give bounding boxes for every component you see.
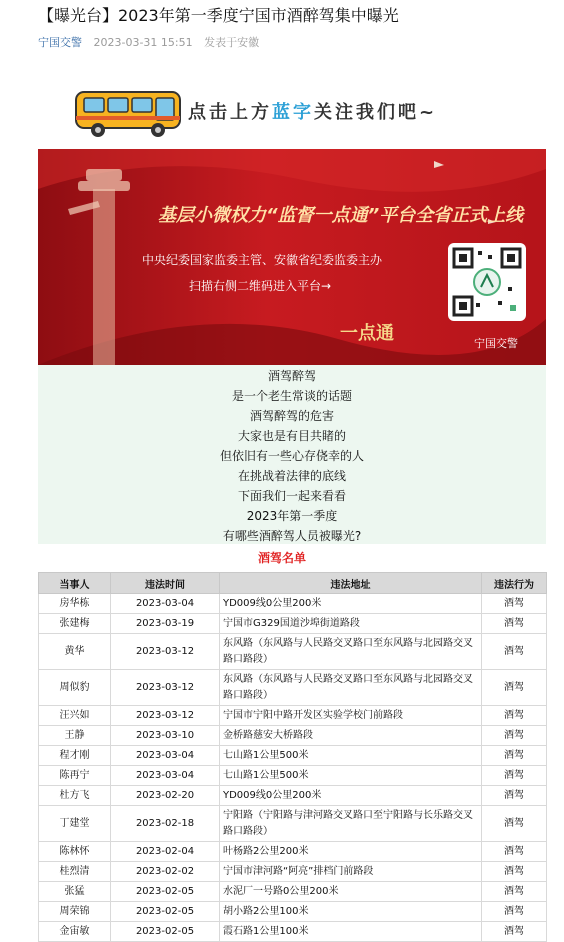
cell-behavior: 酒驾 bbox=[482, 806, 547, 842]
intro-line: 酒驾醉驾的危害 bbox=[249, 409, 334, 423]
cell-party: 周荣锦 bbox=[39, 902, 111, 922]
cell-time: 2023-02-05 bbox=[111, 922, 220, 942]
table-row bbox=[39, 726, 547, 746]
column-header-address: 违法地址 bbox=[220, 573, 482, 594]
promo-poster[interactable] bbox=[38, 149, 546, 365]
cell-address: 七山路1公里500米 bbox=[220, 766, 482, 786]
cell-address: 金桥路慈安大桥路段 bbox=[220, 726, 482, 746]
cell-address: 宁国市津河路“阿亮”排档门前路段 bbox=[220, 862, 482, 882]
cell-time: 2023-03-12 bbox=[111, 670, 220, 706]
cell-time: 2023-02-05 bbox=[111, 902, 220, 922]
cell-time: 2023-02-18 bbox=[111, 806, 220, 842]
table-row bbox=[39, 786, 547, 806]
cell-party: 黄华 bbox=[39, 634, 111, 670]
column-header-behavior: 违法行为 bbox=[482, 573, 547, 594]
intro-line: 但依旧有一些心存侥幸的人 bbox=[219, 449, 364, 463]
follow-text: 点击上方蓝字关注我们吧~ bbox=[188, 102, 438, 123]
cell-behavior: 酒驾 bbox=[482, 922, 547, 942]
list-title: 酒驾名单 bbox=[257, 551, 306, 565]
cell-party: 桂烈清 bbox=[39, 862, 111, 882]
qr-code-icon bbox=[448, 243, 526, 321]
publish-date: 2023-03-31 15:51 bbox=[93, 36, 193, 49]
cell-time: 2023-03-12 bbox=[111, 634, 220, 670]
intro-line: 是一个老生常谈的话题 bbox=[231, 389, 352, 403]
cell-time: 2023-03-19 bbox=[111, 614, 220, 634]
intro-line: 在挑战着法律的底线 bbox=[237, 469, 346, 483]
cell-behavior: 酒驾 bbox=[482, 862, 547, 882]
cell-address: 胡小路2公里100米 bbox=[220, 902, 482, 922]
cell-party: 程才刚 bbox=[39, 746, 111, 766]
qr-code[interactable] bbox=[448, 243, 526, 321]
table-row bbox=[39, 614, 547, 634]
poster-instruction: 扫描右侧二维码进入平台→ bbox=[189, 279, 332, 293]
cell-time: 2023-02-05 bbox=[111, 882, 220, 902]
bus-icon bbox=[72, 86, 184, 138]
poster-subtitle: 中央纪委国家监委主管、安徽省纪委监委主办 bbox=[142, 253, 383, 267]
intro-line: 酒驾醉驾 bbox=[267, 369, 316, 383]
intro-line: 下面我们一起来看看 bbox=[237, 489, 346, 503]
poster-logo: 一点通 bbox=[340, 323, 394, 344]
cell-address: YD009线0公里200米 bbox=[220, 786, 482, 806]
article-meta bbox=[38, 34, 267, 50]
intro-line: 有哪些酒醉驾人员被曝光? bbox=[222, 529, 362, 543]
table-row bbox=[39, 634, 547, 670]
cell-party: 张猛 bbox=[39, 882, 111, 902]
cell-behavior: 酒驾 bbox=[482, 746, 547, 766]
cell-time: 2023-03-12 bbox=[111, 706, 220, 726]
cell-address: 七山路1公里500米 bbox=[220, 746, 482, 766]
follow-banner[interactable] bbox=[72, 86, 502, 138]
table-row bbox=[39, 670, 547, 706]
cell-time: 2023-03-04 bbox=[111, 766, 220, 786]
cell-address: 东风路（东风路与人民路交叉路口至东风路与北园路交叉路口路段） bbox=[220, 634, 482, 670]
table-row bbox=[39, 862, 547, 882]
intro-text-block bbox=[38, 365, 546, 544]
article-title: 【曝光台】2023年第一季度宁国市酒醉驾集中曝光 bbox=[38, 6, 399, 25]
cell-behavior: 酒驾 bbox=[482, 706, 547, 726]
table-row bbox=[39, 842, 547, 862]
table-row bbox=[39, 882, 547, 902]
cell-behavior: 酒驾 bbox=[482, 594, 547, 614]
intro-line: 2023年第一季度 bbox=[246, 509, 338, 523]
cell-address: 宁国市G329国道沙埠街道路段 bbox=[220, 614, 482, 634]
cell-party: 丁建堂 bbox=[39, 806, 111, 842]
table-row bbox=[39, 902, 547, 922]
table-row bbox=[39, 922, 547, 942]
cell-behavior: 酒驾 bbox=[482, 882, 547, 902]
cell-party: 张建梅 bbox=[39, 614, 111, 634]
cell-address: 宁阳路（宁阳路与津河路交叉路口至宁阳路与长乐路交叉路口路段） bbox=[220, 806, 482, 842]
cell-party: 陈再宁 bbox=[39, 766, 111, 786]
cell-party: 陈林怀 bbox=[39, 842, 111, 862]
cell-address: 霞石路1公里100米 bbox=[220, 922, 482, 942]
table-row bbox=[39, 594, 547, 614]
cell-party: 汪兴如 bbox=[39, 706, 111, 726]
cell-behavior: 酒驾 bbox=[482, 786, 547, 806]
cell-address: 宁国市宁阳中路开发区实验学校门前路段 bbox=[220, 706, 482, 726]
intro-line: 大家也是有目共睹的 bbox=[237, 429, 346, 443]
account-name-link[interactable]: 宁国交警 bbox=[38, 36, 82, 49]
poster-headline: 基层小微权力“监督一点通”平台全省正式上线 bbox=[158, 205, 524, 226]
cell-party: 杜方飞 bbox=[39, 786, 111, 806]
cell-behavior: 酒驾 bbox=[482, 726, 547, 746]
table-row bbox=[39, 766, 547, 786]
cell-party: 王静 bbox=[39, 726, 111, 746]
column-header-time: 违法时间 bbox=[111, 573, 220, 594]
table-row bbox=[39, 706, 547, 726]
table-row bbox=[39, 806, 547, 842]
violation-table bbox=[38, 572, 547, 942]
cell-time: 2023-03-04 bbox=[111, 746, 220, 766]
cell-behavior: 酒驾 bbox=[482, 614, 547, 634]
cell-time: 2023-02-02 bbox=[111, 862, 220, 882]
cell-time: 2023-03-10 bbox=[111, 726, 220, 746]
cell-address: YD009线0公里200米 bbox=[220, 594, 482, 614]
cell-behavior: 酒驾 bbox=[482, 902, 547, 922]
cell-behavior: 酒驾 bbox=[482, 634, 547, 670]
cell-behavior: 酒驾 bbox=[482, 766, 547, 786]
cell-address: 叶杨路2公里200米 bbox=[220, 842, 482, 862]
cell-time: 2023-02-04 bbox=[111, 842, 220, 862]
poster-brand: 宁国交警 bbox=[474, 337, 518, 350]
cell-time: 2023-03-04 bbox=[111, 594, 220, 614]
cell-address: 东风路（东风路与人民路交叉路口至东风路与北园路交叉路口路段） bbox=[220, 670, 482, 706]
cell-party: 房华栋 bbox=[39, 594, 111, 614]
table-row bbox=[39, 746, 547, 766]
cell-party: 金宙敏 bbox=[39, 922, 111, 942]
cell-address: 水泥厂一号路0公里200米 bbox=[220, 882, 482, 902]
cell-behavior: 酒驾 bbox=[482, 842, 547, 862]
table-header-row bbox=[39, 573, 547, 594]
cell-time: 2023-02-20 bbox=[111, 786, 220, 806]
publish-location: 发表于安徽 bbox=[204, 36, 260, 49]
cell-party: 周似豹 bbox=[39, 670, 111, 706]
cell-behavior: 酒驾 bbox=[482, 670, 547, 706]
column-header-party: 当事人 bbox=[39, 573, 111, 594]
